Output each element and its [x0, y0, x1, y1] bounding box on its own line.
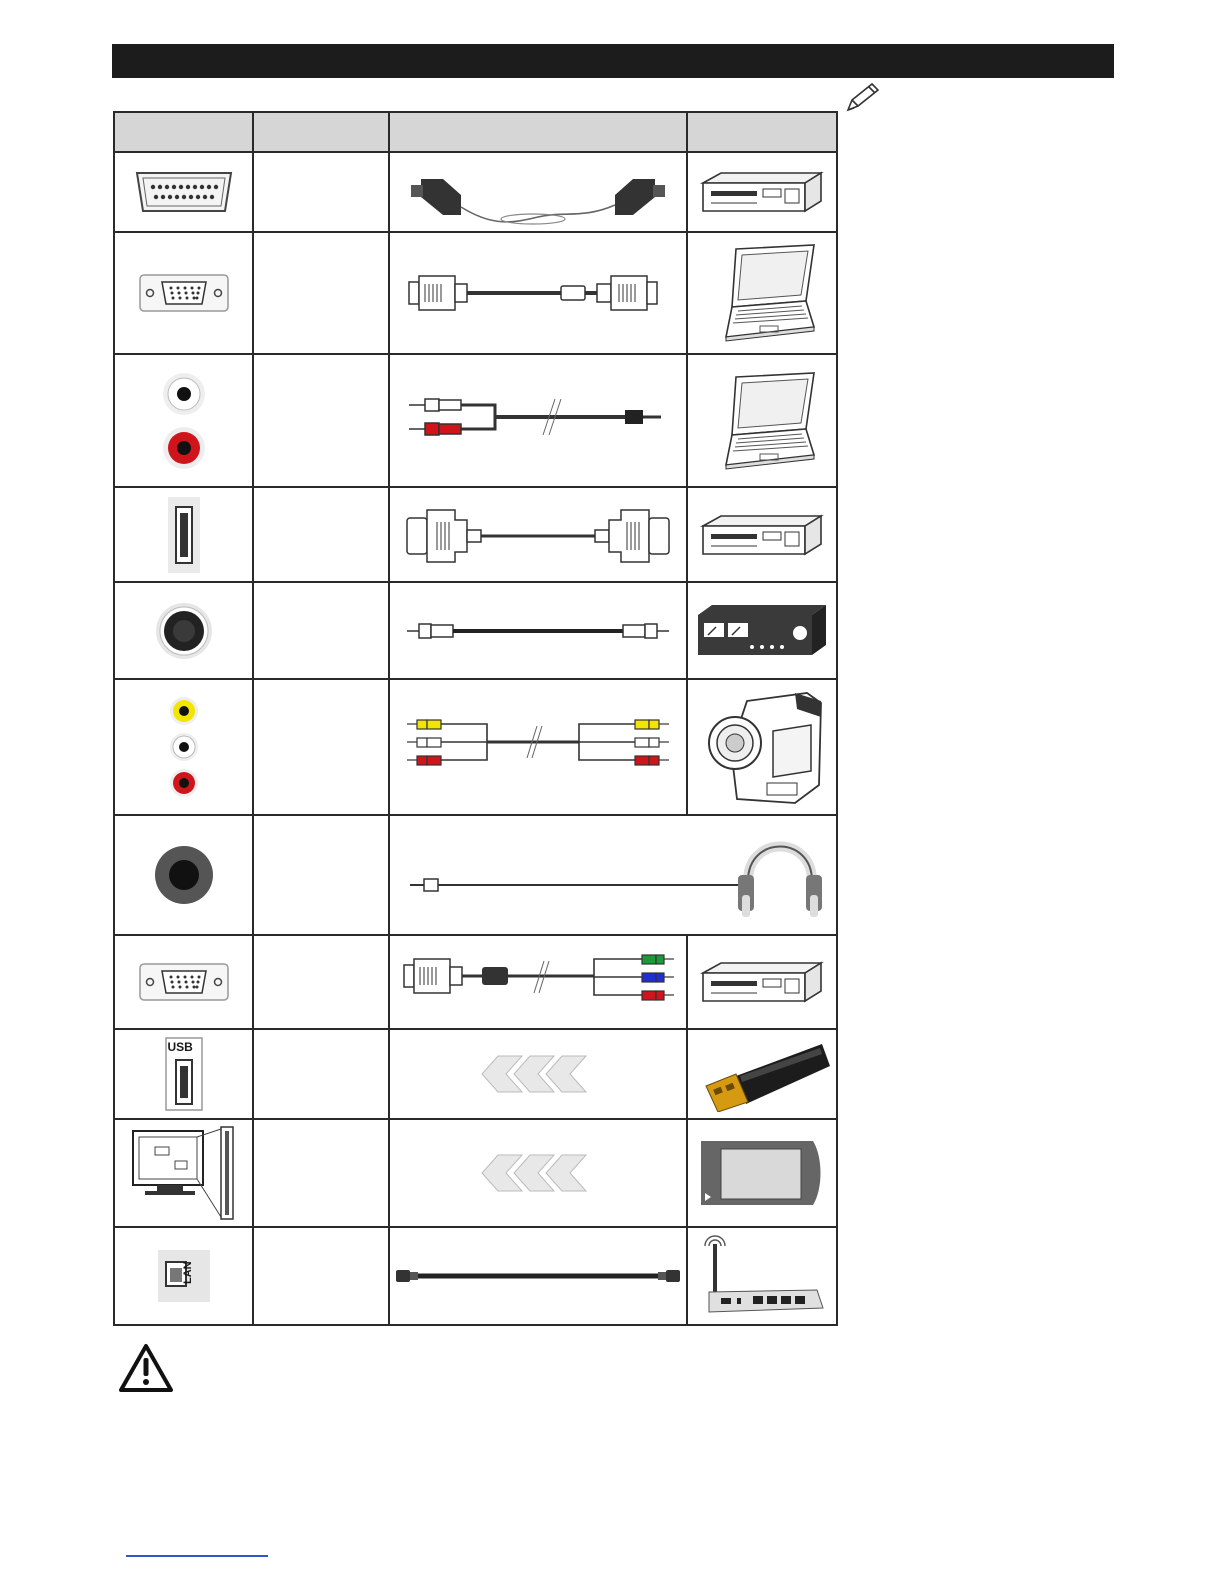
section-header-bar: [112, 44, 1114, 78]
warning-triangle-icon: [118, 1342, 174, 1394]
laptop-icon: [687, 354, 837, 487]
table-row: [114, 582, 837, 679]
lan-port-label: LAN: [181, 1261, 194, 1284]
ci-slot-icon: [114, 1119, 253, 1227]
type-cell: [253, 232, 389, 354]
headphone-cable-icon: [389, 815, 837, 935]
footer-link-underline[interactable]: [126, 1555, 268, 1557]
table-row: [114, 679, 837, 815]
laptop-icon: [687, 232, 837, 354]
audio-rca-port-icon: [114, 354, 253, 487]
type-cell: [253, 487, 389, 582]
table-row: [114, 1119, 837, 1227]
dvd-player-icon: [687, 935, 837, 1029]
header-type: [253, 112, 389, 152]
usb-port-label: USB: [167, 1040, 193, 1054]
table-row: [114, 152, 837, 232]
insert-arrows-icon: [389, 1029, 687, 1119]
rca-to-jack-cable-icon: [389, 354, 687, 487]
scart-port-icon: [114, 152, 253, 232]
hdmi-cable-icon: [389, 487, 687, 582]
type-cell: [253, 1119, 389, 1227]
table-row: [114, 487, 837, 582]
header-connector: [114, 112, 253, 152]
dvd-player-icon: [687, 487, 837, 582]
vga-cable-icon: [389, 232, 687, 354]
coaxial-port-icon: [114, 582, 253, 679]
table-row: [114, 815, 837, 935]
ethernet-cable-icon: [389, 1227, 687, 1325]
hdmi-port-icon: [114, 487, 253, 582]
table-row: [114, 1029, 837, 1119]
camcorder-icon: [687, 679, 837, 815]
coaxial-cable-icon: [389, 582, 687, 679]
header-cables: [389, 112, 687, 152]
type-cell: [253, 1029, 389, 1119]
headphone-port-icon: [114, 815, 253, 935]
scart-cable-icon: [389, 152, 687, 232]
lan-port-icon: [114, 1227, 253, 1325]
pencil-icon: [842, 80, 882, 114]
insert-arrows-icon: [389, 1119, 687, 1227]
av-cable-icon: [389, 679, 687, 815]
ypbpr-port-icon: [114, 935, 253, 1029]
type-cell: [253, 679, 389, 815]
type-cell: [253, 1227, 389, 1325]
table-header-row: [114, 112, 837, 152]
ypbpr-cable-icon: [389, 935, 687, 1029]
amplifier-icon: [687, 582, 837, 679]
table-row: [114, 935, 837, 1029]
usb-port-icon: [114, 1029, 253, 1119]
table-row: [114, 1227, 837, 1325]
cam-module-icon: [687, 1119, 837, 1227]
table-row: [114, 232, 837, 354]
usb-stick-icon: [687, 1029, 837, 1119]
header-device: [687, 112, 837, 152]
av-rca-port-icon: [114, 679, 253, 815]
type-cell: [253, 582, 389, 679]
router-icon: [687, 1227, 837, 1325]
dvd-player-icon: [687, 152, 837, 232]
type-cell: [253, 935, 389, 1029]
type-cell: [253, 815, 389, 935]
vga-port-icon: [114, 232, 253, 354]
connection-table: [113, 111, 838, 1326]
type-cell: [253, 152, 389, 232]
type-cell: [253, 354, 389, 487]
table-row: [114, 354, 837, 487]
